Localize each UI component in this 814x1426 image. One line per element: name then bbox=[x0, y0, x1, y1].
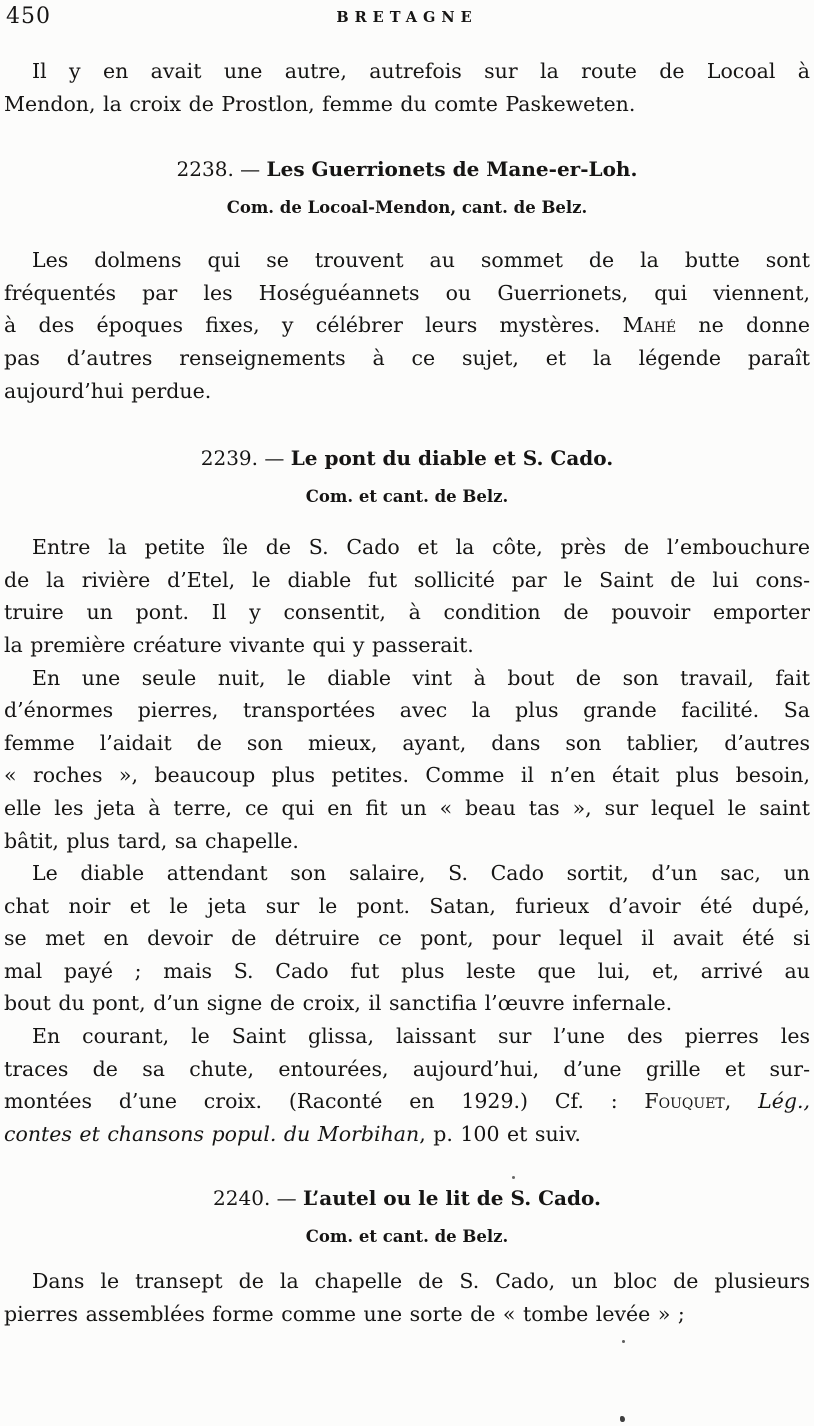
text-line: se met en devoir de détruire ce pont, pour lequel il avait été si bbox=[4, 926, 810, 951]
heading-dash: — bbox=[264, 446, 285, 471]
paragraph bbox=[4, 662, 810, 858]
text-line: Le diable attendant son salaire, S. Cado sortit, d’un sac, un bbox=[32, 861, 810, 886]
smallcaps-name: Fouquet bbox=[644, 1089, 725, 1114]
book-page bbox=[0, 4, 814, 1331]
section-title: Les Guerrionets de Mane-er-Loh. bbox=[266, 157, 638, 182]
text-line: truire un pont. Il y consentit, à condition de pouvoir emporter bbox=[4, 600, 810, 625]
section-subtitle: Com. et cant. de Belz. bbox=[305, 487, 509, 507]
text-line: d’énormes pierres, transportées avec la plus grande facilité. Sa bbox=[4, 698, 810, 723]
text-line: mal payé ; mais S. Cado fut plus leste que lui, et, arrivé au bbox=[4, 958, 810, 983]
text-line: de la rivière d’Etel, le diable fut sollicité par le Saint de lui cons- bbox=[4, 567, 810, 592]
text-line: bâtit, plus tard, sa chapelle. bbox=[4, 828, 299, 853]
text-line: traces de sa chute, entourées, aujourd’hui, d’une grille et sur- bbox=[4, 1056, 810, 1081]
section-subtitle: Com. de Locoal-Mendon, cant. de Belz. bbox=[226, 198, 588, 218]
text-line: « roches », beaucoup plus petites. Comme il n’en était plus besoin, bbox=[4, 763, 810, 788]
page-header bbox=[4, 4, 810, 34]
section-title: Le pont du diable et S. Cado. bbox=[290, 446, 614, 471]
text-line: fréquentés par les Hoséguéannets ou Guerrionets, qui viennent, bbox=[4, 280, 810, 305]
text-line: elle les jeta à terre, ce qui en fit un « beau tas », sur lequel le saint bbox=[4, 795, 810, 820]
text-line: aujourd’hui perdue. bbox=[4, 378, 212, 403]
text-run: , p. 100 et suiv. bbox=[419, 1121, 581, 1146]
text-line: En courant, le Saint glissa, laissant sur l’une des pierres les bbox=[32, 1024, 810, 1049]
section-subtitle: Com. et cant. de Belz. bbox=[305, 1227, 509, 1247]
text-line bbox=[4, 309, 810, 342]
paragraph bbox=[4, 1020, 810, 1150]
section-number: 2239. bbox=[200, 446, 259, 471]
paragraph bbox=[4, 531, 810, 661]
text-run: montées d’une croix. (Raconté en 1929.) Cf. : bbox=[4, 1089, 645, 1114]
paragraph bbox=[4, 244, 810, 407]
italic-title-run: contes et chansons popul. du Morbihan bbox=[4, 1121, 420, 1146]
text-line: En une seule nuit, le diable vint à bout de son travail, fait bbox=[32, 665, 810, 690]
ink-speck bbox=[512, 1176, 515, 1179]
ink-speck bbox=[622, 1340, 625, 1343]
text-line bbox=[4, 1118, 810, 1151]
section-heading-2240 bbox=[4, 1183, 810, 1213]
text-line: femme l’aidait de son mieux, ayant, dans son tablier, d’autres bbox=[4, 730, 810, 755]
ink-speck bbox=[620, 1416, 625, 1422]
text-line: pierres assemblées forme comme une sorte de « tombe levée » ; bbox=[4, 1302, 685, 1327]
text-line: chat noir et le jeta sur le pont. Satan, furieux d’avoir été dupé, bbox=[4, 893, 810, 918]
heading-dash: — bbox=[240, 157, 261, 182]
paragraph bbox=[4, 857, 810, 1020]
section-number: 2238. bbox=[176, 157, 234, 182]
paragraph bbox=[4, 1265, 810, 1330]
running-title: BRETAGNE bbox=[336, 9, 478, 26]
text-line: Dans le transept de la chapelle de S. Cado, un bloc de plusieurs bbox=[32, 1269, 810, 1294]
section-heading-2239 bbox=[4, 443, 810, 473]
text-line: Les dolmens qui se trouvent au sommet de la butte sont bbox=[32, 248, 810, 273]
intro-paragraph bbox=[4, 55, 810, 120]
text-line bbox=[4, 1085, 810, 1118]
text-line: bout du pont, d’un signe de croix, il sanctifia l’œuvre infernale. bbox=[4, 991, 673, 1016]
section-heading-2238 bbox=[4, 154, 810, 184]
section-number: 2240. bbox=[213, 1186, 271, 1211]
heading-dash: — bbox=[276, 1186, 297, 1211]
text-run: à des époques fixes, y célébrer leurs mystères. bbox=[4, 313, 623, 338]
text-run: , bbox=[724, 1089, 759, 1114]
text-line: la première créature vivante qui y passerait. bbox=[4, 632, 474, 657]
page-number: 450 bbox=[6, 4, 51, 29]
italic-title-run: Lég., bbox=[758, 1089, 810, 1114]
text-line: Il y en avait une autre, autrefois sur la route de Locoal à bbox=[32, 59, 810, 83]
smallcaps-name: Mahé bbox=[622, 313, 677, 338]
section-title: L’autel ou le lit de S. Cado. bbox=[303, 1186, 601, 1211]
text-line: pas d’autres renseignements à ce sujet, et la légende paraît bbox=[4, 345, 810, 370]
text-line: Entre la petite île de S. Cado et la côte, près de l’embouchure bbox=[32, 535, 810, 560]
text-run: ne donne bbox=[676, 313, 810, 338]
text-line: Mendon, la croix de Prostlon, femme du comte Paskeweten. bbox=[4, 91, 636, 116]
